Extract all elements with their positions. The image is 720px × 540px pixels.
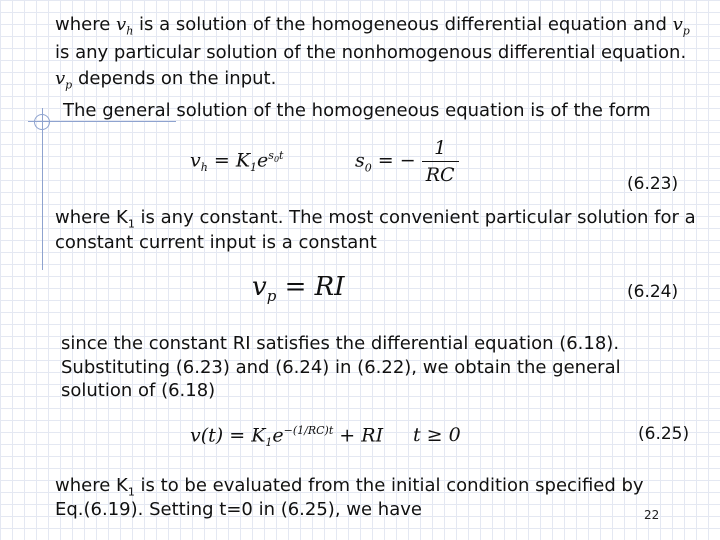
decorative-circle bbox=[34, 114, 50, 130]
para1-line1 bbox=[55, 14, 690, 42]
page-number: 22 bbox=[644, 508, 660, 522]
para4-line1: since the constant RI satisfies the differential equation (6.18). bbox=[61, 333, 620, 354]
para3-line2: constant current input is a constant bbox=[55, 232, 377, 253]
equation-6-25-condition: t ≥ 0 bbox=[413, 424, 461, 446]
para2: The general solution of the homogeneous equation is of the form bbox=[63, 100, 651, 121]
decorative-horizontal-line bbox=[28, 121, 176, 122]
para3-line1: where $K_1$ is any constant. The most convenient particular solution for a bbox=[55, 207, 696, 231]
equation-6-25: $v(t) = K_1e^{-(1/RC)t}$ + RI bbox=[190, 424, 384, 450]
fraction: $\frac{1}{RC}$ bbox=[422, 137, 459, 186]
vh-symbol: $v_h$ bbox=[116, 14, 134, 38]
equation-label-6-25: (6.25) bbox=[638, 424, 690, 444]
vp-symbol: $v_p$ bbox=[55, 68, 73, 92]
equation-label-6-23: (6.23) bbox=[627, 174, 679, 194]
equation-6-24: $v_p$ = RI bbox=[252, 272, 345, 306]
para4-line3: solution of (6.18) bbox=[61, 380, 216, 401]
para5-line2: Eq.(6.19). Setting t=0 in (6.25), we have bbox=[55, 499, 422, 520]
text: depends on the input. bbox=[72, 68, 277, 89]
text: where bbox=[55, 14, 117, 35]
equation-6-23-vh: $v_h = K_1e^{s_0t}$ bbox=[190, 149, 284, 175]
equation-6-23-s0: $s_0$ = − $\frac{1}{RC}$ bbox=[355, 137, 459, 186]
para4-line2: Substituting (6.23) and (6.24) in (6.22), we obtain the general bbox=[61, 357, 621, 378]
para1-line3 bbox=[55, 68, 276, 96]
text: is a solution of the homogeneous differential equation and bbox=[133, 14, 673, 35]
equation-label-6-24: (6.24) bbox=[627, 282, 679, 302]
decorative-vertical-line bbox=[42, 108, 43, 270]
para5-line1: where $K_1$ is to be evaluated from the initial condition specified by bbox=[55, 475, 644, 499]
para1-line2: is any particular solution of the nonhomogenous differential equation. bbox=[55, 42, 687, 63]
vp-symbol: $v_p$ bbox=[672, 14, 690, 38]
